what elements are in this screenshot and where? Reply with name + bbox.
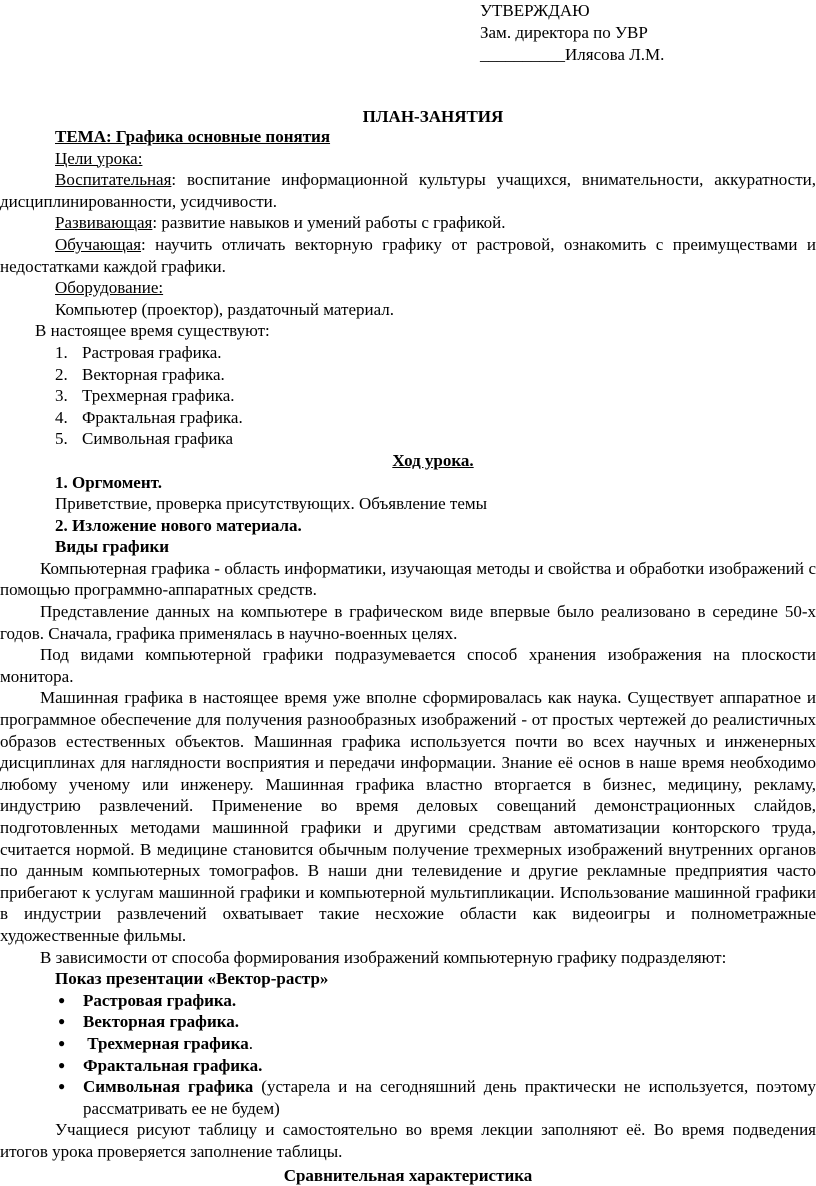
goal-educational-label: Воспитательная — [55, 170, 171, 189]
list-item — [0, 342, 816, 364]
graphics-types-list — [0, 342, 816, 450]
bullet-bold: Растровая графика. — [83, 991, 236, 1010]
goal-educational — [0, 169, 816, 212]
list-number: 1. — [55, 342, 82, 364]
list-item — [0, 428, 816, 450]
list-item — [0, 385, 816, 407]
bullet-rest: (устарела и на сегодняшний день практически не используется, поэтому рассматривать ее не будем) — [83, 1077, 816, 1118]
bullet-icon: ● — [58, 1033, 65, 1055]
step-org: 1. Оргмомент. — [0, 472, 816, 494]
goal-developing — [0, 212, 816, 234]
bullet-list — [0, 990, 816, 1120]
list-item — [0, 990, 816, 1012]
goal-teaching-label: Обучающая — [55, 235, 141, 254]
bullet-icon: ● — [58, 1076, 65, 1098]
list-item — [0, 1033, 816, 1055]
list-number: 5. — [55, 428, 82, 450]
step-new-material: 2. Изложение нового материала. — [0, 515, 816, 537]
list-number: 3. — [55, 385, 82, 407]
goal-teaching — [0, 234, 816, 277]
bullet-bold: Векторная графика. — [83, 1012, 239, 1031]
closing-paragraph: Учащиеся рисуют таблицу и самостоятельно во время лекции заполняют её. Во время подведения итогов урока проверяется заполнение таблицы. — [0, 1119, 816, 1162]
list-text: Трехмерная графика. — [82, 386, 235, 405]
list-item — [0, 1055, 816, 1077]
approval-signature: __________Илясова Л.М. — [480, 44, 664, 66]
list-number: 4. — [55, 407, 82, 429]
step-org-text: Приветствие, проверка присутствующих. Объявление темы — [0, 493, 816, 515]
bullet-icon: ● — [58, 1055, 65, 1077]
equipment-heading: Оборудование: — [0, 277, 816, 299]
theme-heading: ТЕМА: Графика основные понятия — [0, 126, 816, 148]
goal-developing-text: : развитие навыков и умений работы с графикой. — [152, 213, 505, 232]
bullet-bold: Фрактальная графика. — [83, 1056, 262, 1075]
paragraph: Под видами компьютерной графики подразумевается способ хранения изображения на плоскости монитора. — [0, 644, 816, 687]
paragraph: В зависимости от способа формирования изображений компьютерную графику подразделяют: — [0, 947, 816, 969]
bullet-icon: ● — [58, 990, 65, 1012]
bullet-bold: Трехмерная графика — [83, 1034, 249, 1053]
paragraph: Машинная графика в настоящее время уже вполне сформировалась как наука. Существует аппаратное и программное обеспечение для получения разнообразных изображений - от простых чертежей до реалистичных образов естественных объектов. Машинная графика используется почти во всех научных и инженерных дисциплинах для наглядности восприятия и передачи информации. Знание её основ в наше время необходимо любому ученому или инженеру. Машинная графика властно вторгается в бизнес, медицину, рекламу, индустрию развлечений. Применение во время деловых совещаний демонстрационных слайдов, подготовленных методами машинной графики и другими средствам автоматизации конторского труда, считается нормой. В медицине становится обычным получение трехмерных изображений внутренних органов по данным компьютерных томографов. В наши дни телевидение и другие рекламные предприятия часто прибегают к услугам машинной графики и компьютерной мультипликации. Использование машинной графики в индустрии развлечений охватывает такие несхожие области как видеоигры и полнометражные художественные фильмы. — [0, 687, 816, 946]
list-item — [0, 1076, 816, 1119]
list-number: 2. — [55, 364, 82, 386]
lesson-heading: Ход урока. — [0, 450, 816, 472]
goal-developing-label: Развивающая — [55, 213, 152, 232]
list-item — [0, 1011, 816, 1033]
list-text: Фрактальная графика. — [82, 408, 243, 427]
approval-block — [480, 0, 664, 66]
bullet-icon: ● — [58, 1011, 65, 1033]
list-text: Символьная графика — [82, 429, 233, 448]
bullet-rest: . — [249, 1034, 253, 1053]
list-text: Векторная графика. — [82, 365, 225, 384]
list-item — [0, 407, 816, 429]
list-text: Растровая графика. — [82, 343, 222, 362]
paragraph: Представление данных на компьютере в графическом виде впервые было реализовано в середине 50-х годов. Сначала, графика применялась в научно-военных целях. — [0, 601, 816, 644]
document-body — [0, 126, 816, 1186]
presentation-note: Показ презентации «Вектор-растр» — [0, 968, 816, 990]
document-title: ПЛАН-ЗАНЯТИЯ — [0, 106, 816, 128]
goals-heading: Цели урока: — [0, 148, 816, 170]
list-item — [0, 364, 816, 386]
approval-line: УТВЕРЖДАЮ — [480, 0, 664, 22]
goal-teaching-text: : научить отличать векторную графику от растровой, ознакомить с преимуществами и недостатками каждой графики. — [0, 235, 816, 276]
types-heading: Виды графики — [0, 536, 816, 558]
approval-position: Зам. директора по УВР — [480, 22, 664, 44]
goal-educational-text: : воспитание информационной культуры учащихся, внимательности, аккуратности, дисциплинированности, усидчивости. — [0, 170, 816, 211]
paragraph: Компьютерная графика - область информатики, изучающая методы и свойства и обработки изображений с помощью программно-аппаратных средств. — [0, 558, 816, 601]
equipment-text: Компьютер (проектор), раздаточный материал. — [0, 299, 816, 321]
comparison-heading: Сравнительная характеристика — [0, 1165, 816, 1186]
exist-intro: В настоящее время существуют: — [0, 320, 816, 342]
bullet-bold: Символьная графика — [83, 1077, 253, 1096]
